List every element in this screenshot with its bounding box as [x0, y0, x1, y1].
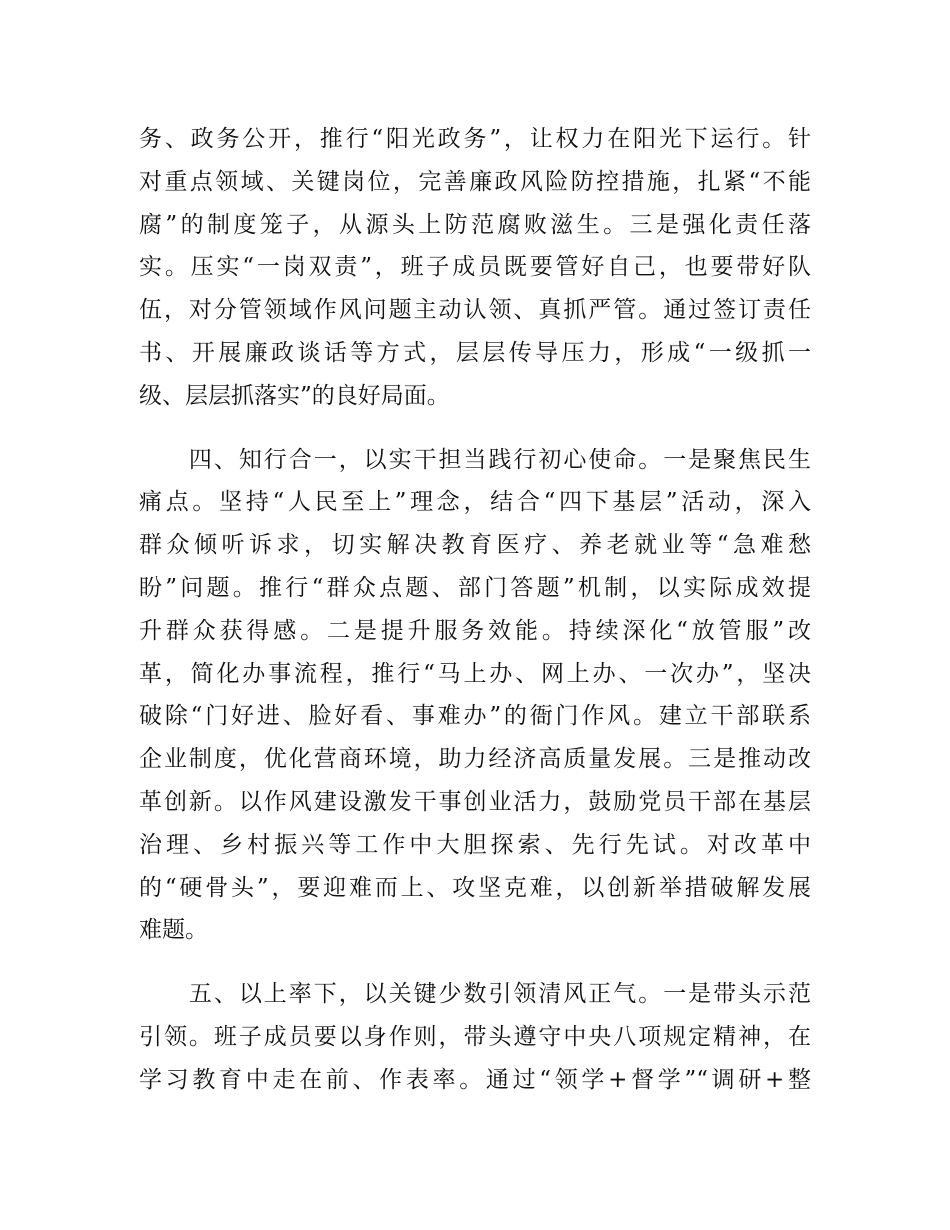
text-line: 务、政务公开，推行“阳光政务”，让权力在阳光下运行。针 [139, 126, 811, 152]
text-line: 对重点领域、关键岗位，完善廉政风险防控措施，扎紧“不能 [139, 168, 811, 195]
text-line: 四、知行合一，以实干担当践行初心使命。一是聚焦民生 [139, 446, 811, 473]
text-line: 群众倾听诉求，切实解决教育医疗、养老就业等“急难愁 [139, 532, 811, 559]
text-line: 引领。班子成员要以身作则，带头遵守中央八项规定精神，在 [139, 1023, 811, 1050]
text-line: 革，简化办事流程，推行“马上办、网上办、一次办”，坚决 [139, 660, 811, 687]
text-line: 盼”问题。推行“群众点题、部门答题”机制，以实际成效提 [139, 574, 811, 601]
paragraph-spacer [139, 418, 811, 439]
paragraph-1 [139, 118, 811, 418]
text-line: 升群众获得感。二是提升服务效能。持续深化“放管服”改 [139, 617, 811, 644]
text-line: 书、开展廉政谈话等方式，层层传导压力，形成“一级抓一 [139, 339, 811, 366]
document-body [139, 118, 811, 1102]
text-line: 伍，对分管领域作风问题主动认领、真抓严管。通过签订责任 [139, 297, 811, 324]
text-line: 治理、乡村振兴等工作中大胆探索、先行先试。对改革中 [139, 831, 811, 858]
paragraph-3 [139, 973, 811, 1101]
text-line: 实。压实“一岗双责”，班子成员既要管好自己，也要带好队 [139, 254, 811, 281]
paragraph-2 [139, 439, 811, 953]
text-line: 学习教育中走在前、作表率。通过“领学+督学”“调研+整 [139, 1066, 811, 1093]
text-line: 级、层层抓落实”的良好局面。 [139, 382, 450, 409]
text-line: 五、以上率下，以关键少数引领清风正气。一是带头示范 [139, 981, 811, 1008]
text-line: 企业制度，优化营商环境，助力经济高质量发展。三是推动改 [139, 746, 811, 773]
text-line: 破除“门好进、脸好看、事难办”的衙门作风。建立干部联系 [139, 703, 811, 730]
text-line: 的“硬骨头”，要迎难而上、攻坚克难，以创新举措破解发展 [139, 874, 811, 901]
text-line: 革创新。以作风建设激发干事创业活力，鼓励党员干部在基层 [139, 788, 811, 815]
text-line: 腐”的制度笼子，从源头上防范腐败滋生。三是强化责任落 [139, 211, 811, 238]
paragraph-spacer [139, 952, 811, 973]
text-line: 难题。 [139, 917, 208, 944]
text-line: 痛点。坚持“人民至上”理念，结合“四下基层”活动，深入 [139, 489, 811, 516]
